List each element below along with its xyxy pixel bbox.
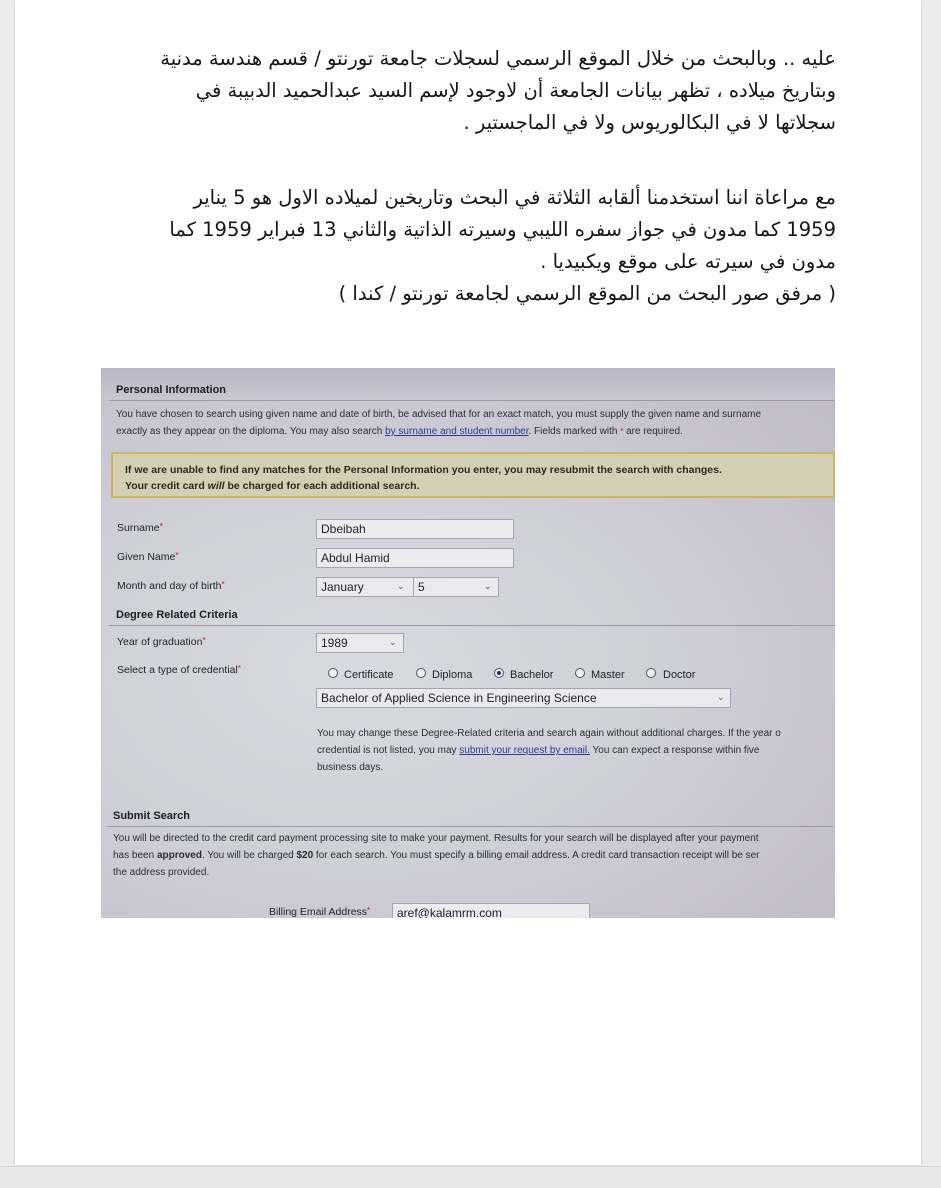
warning-box — [111, 452, 835, 498]
submit-text-line-2: has been approved. You will be charged $20 for each search. You must specify a billing email address. A credit card transaction receipt will be ser — [113, 850, 760, 861]
chevron-down-icon: ⌄ — [717, 692, 725, 702]
arabic-line: سجلاتها لا في البكالوريوس ولا في الماجستير . — [463, 111, 836, 134]
billing-email-label: Billing Email Address* — [269, 906, 371, 918]
surname-input[interactable]: Dbeibah — [316, 519, 514, 539]
personal-info-title: Personal Information — [116, 384, 227, 396]
credential-option-label: Doctor — [663, 669, 696, 681]
embedded-form-screenshot — [101, 368, 835, 918]
chevron-down-icon: ⌄ — [397, 581, 405, 591]
surname-label: Surname* — [117, 522, 163, 534]
submit-text-line-3: the address provided. — [113, 867, 210, 878]
degree-note-line-3: business days. — [317, 762, 384, 773]
divider — [109, 400, 835, 401]
credential-option-label: Bachelor — [510, 669, 554, 681]
given-name-input[interactable]: Abdul Hamid — [316, 548, 514, 568]
arabic-line: عليه .. وبالبحث من خلال الموقع الرسمي لسجلات جامعة تورنتو / قسم هندسة مدنية — [160, 47, 836, 70]
chevron-down-icon: ⌄ — [389, 637, 397, 647]
credential-radio-bachelor[interactable] — [494, 668, 504, 678]
viewer-bottom-bar — [0, 1166, 941, 1188]
arabic-paragraph-2 — [100, 182, 836, 310]
birth-day-select[interactable]: 5 ⌄ — [413, 577, 499, 597]
credential-option-label: Diploma — [432, 669, 473, 681]
arabic-line: مدون في سيرته على موقع ويكبيديا . — [540, 250, 836, 273]
graduation-year-select[interactable]: 1989 ⌄ — [316, 633, 404, 653]
divider — [109, 625, 835, 626]
arabic-line: وبتاريخ ميلاده ، تظهر بيانات الجامعة أن لاوجود لإسم السيد عبدالحميد الدبيبة في — [195, 79, 836, 102]
birth-label: Month and day of birth* — [117, 580, 225, 592]
degree-criteria-title: Degree Related Criteria — [116, 609, 238, 621]
intro-text-line-2: exactly as they appear on the diploma. You may also search by surname and student number. Fields marked with * are required. — [116, 426, 683, 437]
intro-text-line-1: You have chosen to search using given name and date of birth, be advised that for an exact match, you must supply the given name and surname — [116, 409, 762, 420]
arabic-paragraph-1 — [100, 43, 836, 139]
surname-student-number-link[interactable]: by surname and student number — [385, 426, 529, 437]
year-label: Year of graduation* — [117, 636, 206, 648]
program-select[interactable]: Bachelor of Applied Science in Engineering Science ⌄ — [316, 688, 731, 708]
credential-option-label: Master — [591, 669, 625, 681]
credential-radio-doctor[interactable] — [646, 668, 656, 678]
birth-month-select[interactable]: January ⌄ — [316, 577, 414, 597]
arabic-line: 1959 كما مدون في جواز سفره الليبي وسيرته الذاتية والثاني 13 فبراير 1959 كما — [169, 218, 836, 241]
arabic-line: مع مراعاة اننا استخدمنا ألقابه الثلاثة في البحث وتاريخين لميلاده الاول هو 5 يناير — [193, 186, 836, 209]
divider — [107, 826, 833, 827]
degree-note-line-2: credential is not listed, you may submit your request by email. You can expect a response within five — [317, 745, 760, 756]
submit-search-title: Submit Search — [113, 810, 191, 822]
credential-option-label: Certificate — [344, 669, 394, 681]
arabic-line: ( مرفق صور البحث من الموقع الرسمي لجامعة تورنتو / كندا ) — [338, 282, 836, 305]
credential-label: Select a type of credential* — [117, 664, 241, 676]
chevron-down-icon: ⌄ — [484, 581, 492, 591]
credential-radio-certificate[interactable] — [328, 668, 338, 678]
billing-email-input[interactable]: aref@kalamrm.com — [392, 903, 590, 918]
submit-text-line-1: You will be directed to the credit card payment processing site to make your payment. Results for your search will be displayed after your payment — [113, 833, 759, 844]
degree-note-line-1: You may change these Degree-Related criteria and search again without additional charges. If the year o — [317, 728, 781, 739]
credential-radio-diploma[interactable] — [416, 668, 426, 678]
credential-radio-master[interactable] — [575, 668, 585, 678]
email-request-link[interactable]: submit your request by email. — [459, 745, 590, 756]
warning-text: If we are unable to find any matches for the Personal Information you enter, you may resubmit the search with changes. Your credit card will be charged for each additional search. — [125, 464, 722, 492]
given-name-label: Given Name* — [117, 551, 179, 563]
